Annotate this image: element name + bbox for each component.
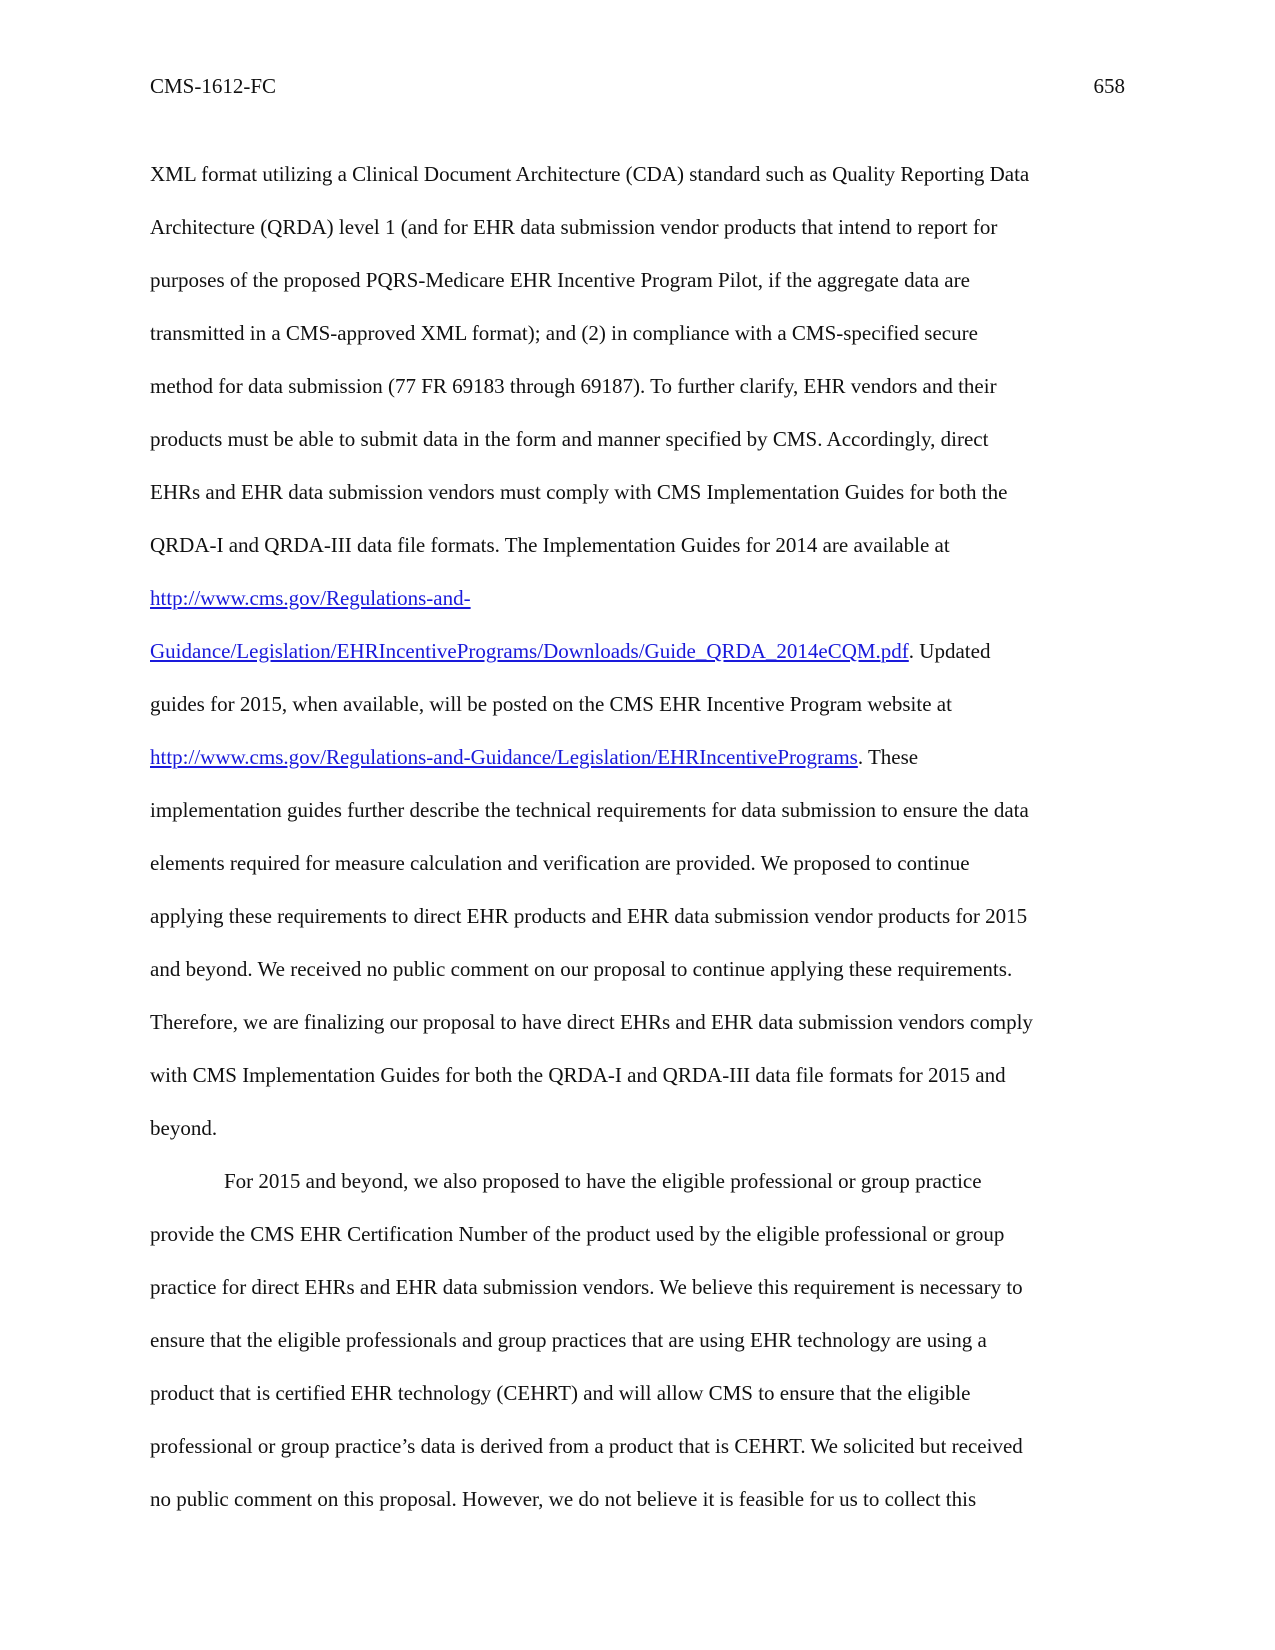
implementation-guide-link-continued[interactable]: Guidance/Legislation/EHRIncentivePrograms/Downloads/Guide_QRDA_2014eCQM.pdf — [150, 639, 909, 663]
text-fragment: . Updated — [908, 639, 991, 663]
text-line: Architecture (QRDA) level 1 (and for EHR data submission vendor products that intend to report for — [150, 215, 998, 239]
text-line: implementation guides further describe the technical requirements for data submission to ensure the data — [150, 798, 1029, 822]
text-fragment: . These — [857, 745, 919, 769]
text-line: Therefore, we are finalizing our proposal to have direct EHRs and EHR data submission vendors comply — [150, 1010, 1033, 1034]
text-line: beyond. — [150, 1116, 218, 1140]
text-line — [150, 572, 1130, 625]
text-line: transmitted in a CMS-approved XML format); and (2) in compliance with a CMS-specified secure — [150, 321, 978, 345]
text-line: XML format utilizing a Clinical Document Architecture (CDA) standard such as Quality Reporting Data — [150, 162, 1030, 186]
text-line: practice for direct EHRs and EHR data submission vendors. We believe this requirement is necessary to — [150, 1275, 1023, 1299]
document-id: CMS-1612-FC — [150, 74, 277, 98]
text-line: elements required for measure calculation and verification are provided. We proposed to continue — [150, 851, 970, 875]
text-line: with CMS Implementation Guides for both the QRDA-I and QRDA-III data file formats for 2015 and — [150, 1063, 1006, 1087]
text-line: QRDA-I and QRDA-III data file formats. The Implementation Guides for 2014 are available at — [150, 533, 950, 557]
text-line — [150, 625, 1130, 678]
body-text — [150, 148, 1130, 1526]
text-line: method for data submission (77 FR 69183 through 69187). To further clarify, EHR vendors and their — [150, 374, 997, 398]
text-line: purposes of the proposed PQRS-Medicare EHR Incentive Program Pilot, if the aggregate data are — [150, 268, 970, 292]
text-line: ensure that the eligible professionals and group practices that are using EHR technology are using a — [150, 1328, 987, 1352]
text-line — [150, 731, 1130, 784]
text-line: no public comment on this proposal. However, we do not believe it is feasible for us to collect this — [150, 1487, 977, 1511]
page-number: 658 — [1093, 74, 1125, 98]
text-line: and beyond. We received no public comment on our proposal to continue applying these requirements. — [150, 957, 1013, 981]
text-line: EHRs and EHR data submission vendors must comply with CMS Implementation Guides for both the — [150, 480, 1008, 504]
text-line: applying these requirements to direct EHR products and EHR data submission vendor products for 2015 — [150, 904, 1028, 928]
ehr-incentive-programs-link[interactable]: http://www.cms.gov/Regulations-and-Guidance/Legislation/EHRIncentivePrograms — [150, 745, 858, 769]
implementation-guide-link[interactable]: http://www.cms.gov/Regulations-and- — [150, 586, 471, 610]
text-line: product that is certified EHR technology (CEHRT) and will allow CMS to ensure that the eligible — [150, 1381, 971, 1405]
text-line: provide the CMS EHR Certification Number of the product used by the eligible professional or group — [150, 1222, 1005, 1246]
text-line: guides for 2015, when available, will be posted on the CMS EHR Incentive Program website at — [150, 692, 952, 716]
paragraph-first-line: For 2015 and beyond, we also proposed to have the eligible professional or group practice — [224, 1169, 982, 1193]
text-line: professional or group practice’s data is derived from a product that is CEHRT. We solicited but received — [150, 1434, 1023, 1458]
page-header — [150, 74, 1125, 104]
text-line: products must be able to submit data in the form and manner specified by CMS. Accordingly, direct — [150, 427, 989, 451]
